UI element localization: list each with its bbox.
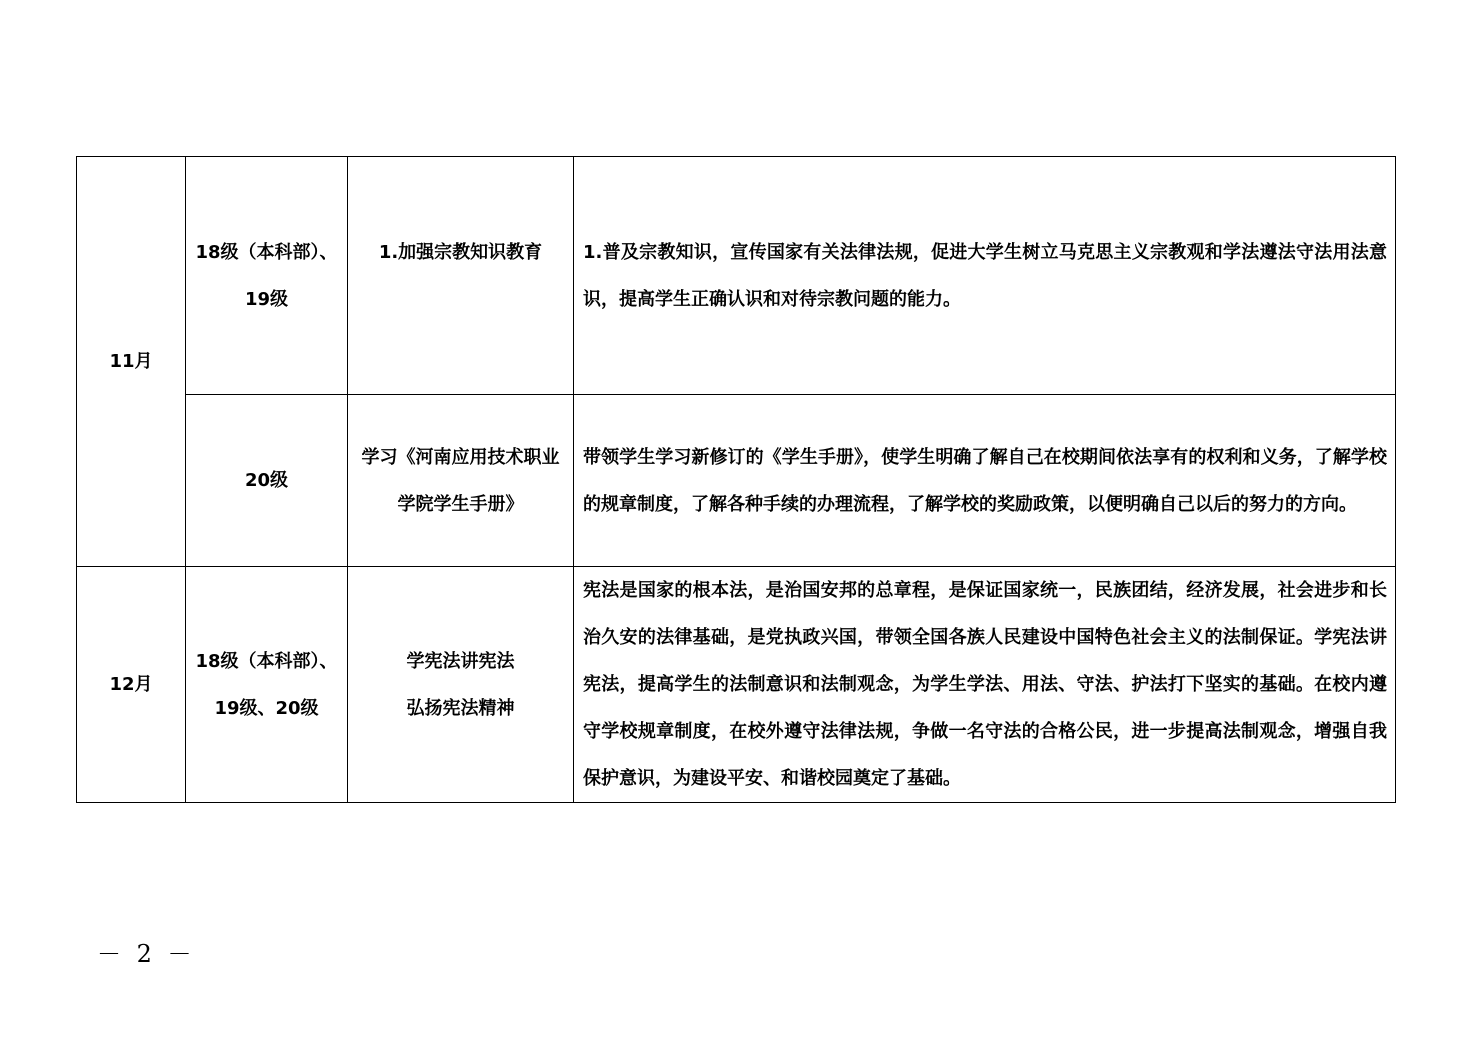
- content-cell: [574, 157, 1396, 395]
- topic-line: 弘扬宪法精神: [406, 697, 515, 719]
- schedule-table: [76, 156, 1396, 803]
- topic-cell: [348, 395, 574, 567]
- topic-line: 学习《河南应用技术职业: [361, 446, 560, 468]
- month-cell: [77, 157, 186, 567]
- content-text: 带领学生学习新修订的《学生手册》，使学生明确了解自己在校期间依法享有的权利和义务，了解学校的规章制度，了解各种手续的办理流程，了解学校的奖励政策，以便明确自己以后的努力的方向。: [583, 446, 1387, 515]
- grade-line: 19级、20级: [214, 697, 319, 719]
- grade-cell: [186, 567, 348, 803]
- grade-line: 19级: [244, 288, 289, 310]
- topic-line: 学院学生手册》: [397, 493, 524, 515]
- grade-line: 18级（本科部）、: [195, 650, 338, 672]
- month-cell: [77, 567, 186, 803]
- grade-line: 20级: [244, 470, 289, 491]
- grade-cell: [186, 157, 348, 395]
- grade-cell: [186, 395, 348, 567]
- topic-line: 1.加强宗教知识教育: [378, 241, 543, 263]
- month-label: 11月: [109, 351, 153, 372]
- content-text: 宪法是国家的根本法，是治国安邦的总章程，是保证国家统一，民族团结，经济发展，社会进步和长治久安的法律基础，是党执政兴国，带领全国各族人民建设中国特色社会主义的法制保证。学宪法讲宪法，提高学生的法制意识和法制观念，为学生学法、用法、守法、护法打下坚实的基础。在校内遵守学校规章制度，在校外遵守法律法规，争做一名守法的合格公民，进一步提高法制观念，增强自我保护意识，为建设平安、和谐校园奠定了基础。: [583, 580, 1387, 789]
- content-cell: [574, 567, 1396, 803]
- table-row: [77, 567, 1396, 803]
- table-row: [77, 157, 1396, 395]
- page-number: － 2 －: [97, 940, 196, 968]
- content-text: 1.普及宗教知识，宣传国家有关法律法规，促进大学生树立马克思主义宗教观和学法遵法守法用法意识，提高学生正确认识和对待宗教问题的能力。: [583, 241, 1387, 310]
- topic-line: 学宪法讲宪法: [406, 650, 515, 672]
- grade-line: 18级（本科部）、: [195, 241, 338, 263]
- topic-cell: [348, 567, 574, 803]
- topic-cell: [348, 157, 574, 395]
- table-row: [77, 395, 1396, 567]
- content-cell: [574, 395, 1396, 567]
- month-label: 12月: [109, 674, 153, 695]
